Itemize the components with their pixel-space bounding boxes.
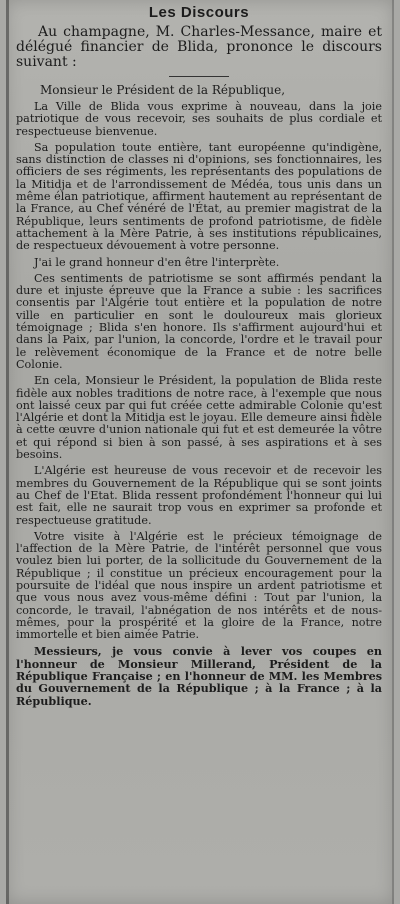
speech-paragraph: Sa population toute entière, tant européenne qu'indigène, sans distinction de classes ni d'opinions, ses fonctionnaires, les officiers de ses régiments, les représentants des populations de la Mitidja et de l'arrondissement de Médéa, tous unis dans un même élan patriotique, affirment hautement au représentant de la France, au Chef vénéré de l'État, au premier magistrat de la République, leurs sentiments de profond patriotisme, de fidèle attachement à la Mère Patrie, à ses institutions républicaines, de respectueux dévouement à votre personne. (16, 140, 382, 253)
speech-salutation: Monsieur le Président de la République, (40, 83, 286, 97)
speech-paragraph: L'Algérie est heureuse de vous recevoir et de recevoir les membres du Gouvernement de la République qui se sont joints au Chef de l'Etat. Blida ressent profondément l'honneur qui lui est fait, elle ne saurait trop vous en exprimer sa profonde et respectueuse gratitude. (16, 464, 382, 527)
speech-paragraph: Ces sentiments de patriotisme se sont affirmés pendant la dure et injuste épreuve que la France a subie : les sacrifices consentis par l'Algérie tout entière et la population de notre ville en particulier en sont le douloureux mais glorieux témoignage ; Blida s'en honore. Ils s'affirment aujourd'hui et dans la Paix, par l'union, la concorde, l'ordre et le travail pour le relèvement économique de la France et de notre belle Colonie. (16, 271, 382, 371)
speech-paragraph: En cela, Monsieur le Président, la population de Blida reste fidèle aux nobles traditions de notre race, à l'exemple que nous ont laissé ceux par qui fut créée cette admirable Colonie qu'est l'Algérie et dont la Mitidja est le joyau. Elle demeure ainsi fidèle à cette œuvre d'union nationale qui fut et est demeurée la vôtre et qui répond si bien à son passé, à ses aspirations et à ses besoins. (16, 374, 382, 462)
article-headline: Les Discours (148, 4, 250, 21)
speech-toast-paragraph: Messieurs, je vous convie à lever vos coupes en l'honneur de Monsieur Millerand, Président de la République Française ; en l'honneur de MM. les Membres du Gouvernement de la République ; à la France ; à la République. (16, 644, 382, 708)
speech-paragraph: La Ville de Blida vous exprime à nouveau, dans la joie patriotique de vous recevoir, ses souhaits de plus cordiale et respectueuse bienvenue. (16, 100, 382, 138)
article (16, 4, 382, 711)
article-intro: Au champagne, M. Charles-Messance, maire et délégué financier de Blida, prononce le discours suivant : (16, 24, 382, 70)
speech-paragraph: J'ai le grand honneur d'en être l'interprète. (34, 255, 280, 269)
column-right-rule (392, 0, 394, 904)
newspaper-column (6, 0, 394, 904)
section-separator (169, 76, 229, 77)
speech-paragraph: Votre visite à l'Algérie est le précieux témoignage de l'affection de la Mère Patrie, de l'intérêt personnel que vous voulez bien lui porter, de la sollicitude du Gouvernement de la République ; il constitue un précieux encouragement pour la poursuite de l'idéal que nous inspire un ardent patriotisme et que vous nous avez vous-même défini : Tout par l'union, la concorde, le travail, l'abnégation de nos intérêts et de nous-mêmes, pour la prospérité et la gloire de la France, notre immortelle et bien aimée Patrie. (16, 529, 382, 642)
column-left-rule (6, 0, 9, 904)
